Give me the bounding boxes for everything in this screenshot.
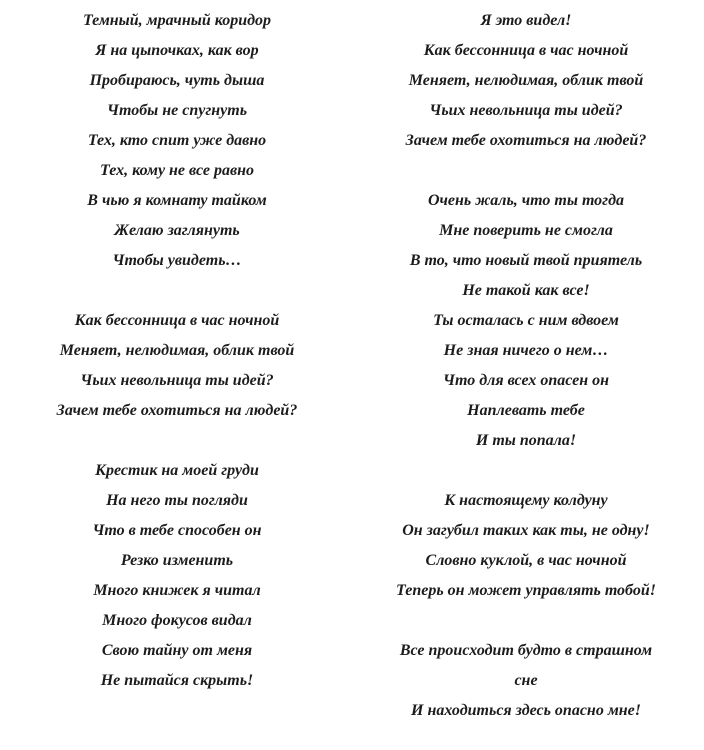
stanza-gap [352, 156, 700, 186]
lyric-line: И ты попала! [475, 432, 577, 449]
lyric-line: Много книжек я читал [93, 582, 261, 599]
lyric-line: В то, что новый твой приятель [409, 252, 643, 269]
lyric-line: Меняет, нелюдимая, облик твой [408, 72, 644, 89]
lyric-line: Чьих невольница ты идей? [429, 102, 623, 119]
lyric-line: Крестик на моей груди [95, 462, 259, 479]
lyric-line: Все происходит будто в страшном [399, 642, 653, 659]
lyric-line: К настоящему колдуну [444, 492, 608, 509]
lyric-line: Теперь он может управлять тобой! [396, 582, 656, 599]
lyric-line: Тех, кто спит уже давно [87, 132, 267, 149]
lyric-line: Словно куклой, в час ночной [425, 552, 627, 569]
right-stanza-3 [352, 486, 700, 606]
lyric-line: Что для всех опасен он [443, 372, 609, 389]
left-stanza-3 [4, 456, 350, 696]
stanza-gap [4, 426, 350, 456]
lyric-line: Ты осталась с ним вдвоем [433, 312, 619, 329]
lyric-line: Много фокусов видал [102, 612, 252, 629]
lyric-line: Меняет, нелюдимая, облик твой [59, 342, 295, 359]
left-stanza-2 [4, 306, 350, 426]
lyric-line: Мне поверить не смогла [439, 222, 613, 239]
lyric-line: Чьих невольница ты идей? [80, 372, 274, 389]
lyric-line: Я это видел! [480, 12, 572, 29]
lyric-line: Чтобы не спугнуть [106, 102, 248, 119]
lyric-line: Очень жаль, что ты тогда [427, 192, 625, 209]
lyric-line: Не такой как все! [462, 282, 590, 299]
left-stanza-1 [4, 6, 350, 276]
lyric-line: Как бессонница в час ночной [423, 42, 629, 59]
lyric-line: Зачем тебе охотиться на людей? [56, 402, 298, 419]
stanza-gap [352, 606, 700, 636]
stanza-gap [4, 276, 350, 306]
lyric-line: Не пытайся скрыть! [100, 672, 254, 689]
lyric-line: Резко изменить [120, 552, 234, 569]
lyric-line: Пробираюсь, чуть дыша [89, 72, 265, 89]
right-column [352, 6, 700, 726]
lyric-line: На него ты погляди [106, 492, 248, 509]
right-stanza-4 [352, 636, 700, 726]
left-column [4, 6, 350, 696]
lyric-line: Темный, мрачный коридор [82, 12, 272, 29]
lyric-line: Что в тебе способен он [92, 522, 262, 539]
stanza-gap [352, 456, 700, 486]
lyric-line: Как бессонница в час ночной [74, 312, 280, 329]
right-stanza-1 [352, 6, 700, 156]
lyric-line: Чтобы увидеть… [112, 252, 242, 269]
lyric-line: В чью я комнату тайком [87, 192, 267, 209]
lyric-line: Он загубил таких как ты, не одну! [402, 522, 650, 539]
lyric-line: Зачем тебе охотиться на людей? [405, 132, 647, 149]
lyric-line: Желаю заглянуть [114, 222, 240, 239]
lyric-line: Я на цыпочках, как вор [95, 42, 259, 59]
lyric-line: И находиться здесь опасно мне! [411, 702, 641, 719]
lyric-line: Тех, кому не все равно [100, 162, 254, 179]
lyric-line: Свою тайну от меня [101, 642, 253, 659]
right-stanza-2 [352, 186, 700, 456]
lyric-line: сне [514, 672, 538, 689]
lyric-line: Наплевать тебе [467, 402, 585, 419]
lyric-line: Не зная ничего о нем… [443, 342, 609, 359]
